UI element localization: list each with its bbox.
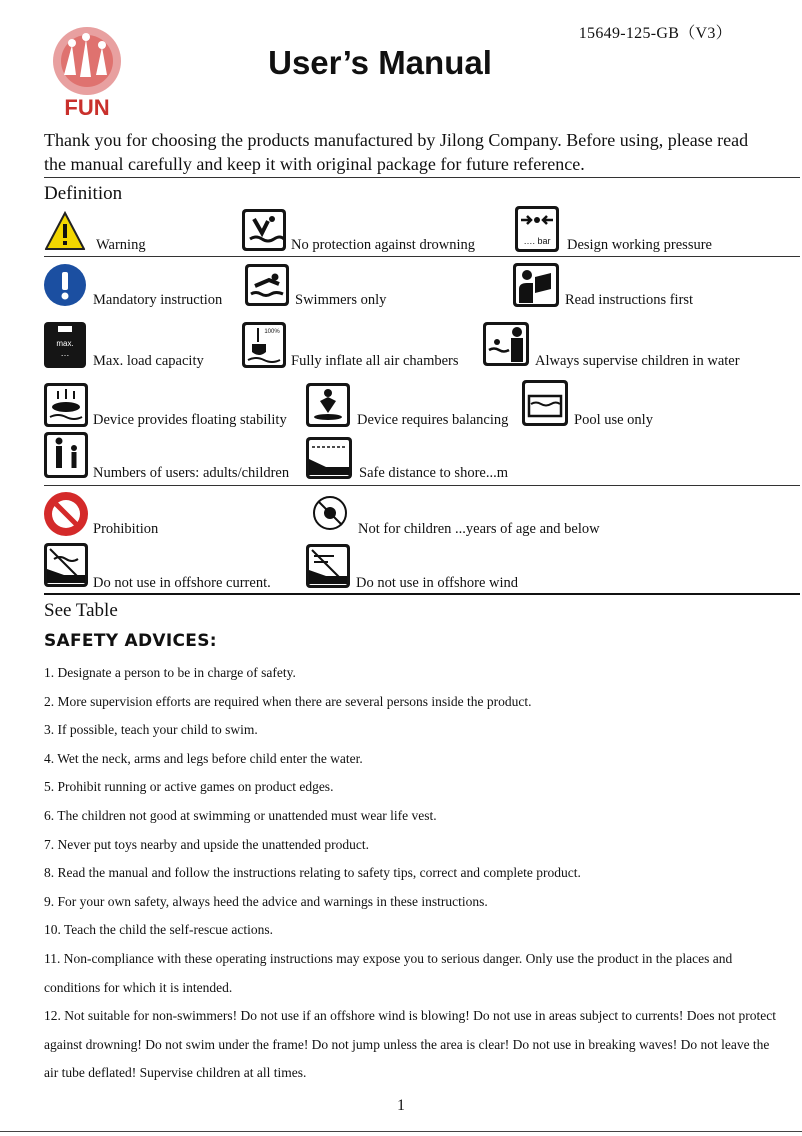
see-table-text: See Table	[44, 600, 118, 621]
intro-text: Thank you for choosing the products manufactured by Jilong Company. Before using, please read the manual carefully and keep it with original package for future reference.	[44, 130, 749, 174]
no-offshore-current-icon	[44, 543, 88, 587]
list-item: 12. Not suitable for non-swimmers! Do not use if an offshore wind is blowing! Do not use in areas subject to currents! Does not protect against drowning! Do not swim under the frame! Do not jump unless the area is clear! Do not use in breaking waves! Do not leave the air tube deflated! Supervise children at all times.	[44, 1008, 776, 1080]
list-item: 8. Read the manual and follow the instructions relating to safety tips, correct and complete product.	[44, 865, 581, 880]
symbol-label: Device requires balancing	[357, 412, 509, 428]
list-item: 2. More supervision efforts are required when there are several persons inside the product.	[44, 694, 532, 709]
no-offshore-wind-icon	[306, 544, 350, 588]
symbol-label: Always supervise children in water	[535, 353, 740, 369]
inflate-chambers-icon	[242, 322, 286, 368]
not-for-children-icon	[308, 491, 352, 537]
floating-stability-icon	[44, 383, 88, 427]
no-protection-drowning-icon	[242, 209, 286, 251]
list-item: 10. Teach the child the self-rescue actions.	[44, 922, 273, 937]
prohibition-icon	[44, 492, 88, 536]
safe-distance-icon	[306, 437, 352, 479]
warning-icon	[44, 211, 86, 251]
symbol-label: Mandatory instruction	[93, 292, 223, 308]
symbol-label: Warning	[96, 237, 146, 253]
svg-text:100%: 100%	[264, 329, 280, 335]
symbol-label: Do not use in offshore current.	[93, 575, 271, 591]
swimmers-only-icon	[245, 264, 289, 306]
max-load-icon	[44, 322, 86, 368]
svg-text:…. bar: …. bar	[523, 236, 551, 246]
safety-heading: SAFETY ADVICES:	[44, 631, 217, 651]
symbol-label: Design working pressure	[567, 237, 712, 253]
symbol-label: Swimmers only	[295, 292, 387, 308]
symbol-label: Do not use in offshore wind	[356, 575, 519, 591]
symbol-label: Pool use only	[574, 412, 653, 428]
pool-use-icon	[522, 380, 568, 426]
design-pressure-icon	[515, 206, 559, 252]
list-item: 4. Wet the neck, arms and legs before child enter the water.	[44, 751, 363, 766]
list-item: 3. If possible, teach your child to swim.	[44, 722, 258, 737]
divider	[44, 593, 800, 595]
divider	[44, 177, 800, 178]
number-of-users-icon	[44, 432, 88, 478]
divider	[44, 256, 800, 257]
svg-text:…: …	[60, 348, 70, 358]
document-code: 15649-125-GB（V3）	[578, 25, 732, 42]
list-item: 7. Never put toys nearby and upside the unattended product.	[44, 837, 370, 852]
logo-text: FUN	[64, 95, 110, 120]
read-instructions-icon	[513, 263, 559, 307]
list-item: 9. For your own safety, always heed the advice and warnings in these instructions.	[44, 894, 488, 909]
symbol-label: Numbers of users: adults/children	[93, 465, 290, 481]
mandatory-instruction-icon	[44, 264, 86, 306]
footer-line	[0, 1131, 802, 1132]
page-number: 1	[397, 1097, 405, 1114]
symbol-label: Safe distance to shore...m	[359, 465, 508, 481]
symbol-label: No protection against drowning	[291, 237, 476, 253]
symbol-label: Read instructions first	[565, 292, 694, 308]
symbol-label: Not for children ...years of age and below	[358, 521, 600, 537]
symbol-label: Max. load capacity	[93, 353, 204, 369]
symbol-label: Fully inflate all air chambers	[291, 353, 459, 369]
list-item: 11. Non-compliance with these operating instructions may expose you to serious danger. Only use the product in the places and conditions for which it is intended.	[44, 951, 733, 995]
symbol-label: Prohibition	[93, 521, 159, 537]
list-item: 5. Prohibit running or active games on product edges.	[44, 779, 334, 794]
page-title: User’s Manual	[268, 44, 492, 81]
definition-heading: Definition	[44, 183, 123, 204]
requires-balancing-icon	[306, 383, 350, 427]
svg-text:max.: max.	[56, 339, 74, 348]
supervise-children-icon	[483, 322, 529, 366]
list-item: 6. The children not good at swimming or unattended must wear life vest.	[44, 808, 437, 823]
list-item: 1. Designate a person to be in charge of safety.	[44, 665, 296, 680]
divider	[44, 485, 800, 486]
symbol-label: Device provides floating stability	[93, 412, 287, 428]
